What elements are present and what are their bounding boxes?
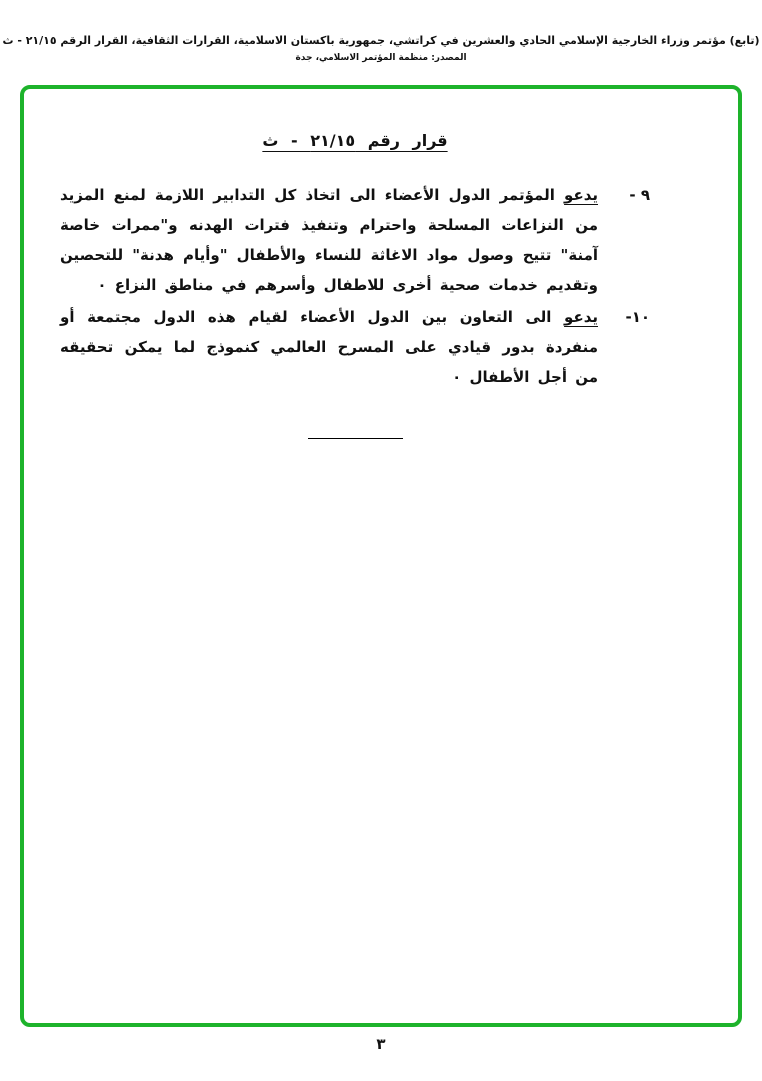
paragraph-text bbox=[60, 302, 598, 392]
paragraph-text bbox=[60, 180, 598, 300]
resolution-title: قرار رقم ٢١/١٥ - ث bbox=[262, 131, 448, 150]
paragraph-9 bbox=[60, 180, 650, 300]
paragraph-10 bbox=[60, 302, 650, 392]
header-title-line: (تابع) مؤتمر وزراء الخارجية الإسلامي الحادي والعشرين في كراتشي، جمهورية باكستان الاسلامية، القرارات الثقافية، القرار الرقم ٢١/١٥ - ث bbox=[2, 34, 760, 47]
paragraph-body-text: الى التعاون بين الدول الأعضاء لقيام هذه الدول مجتمعة أو منفردة بدور قيادي على المسرح العالمي كنموذج لما يمكن تحقيقه من أجل الأطفال ٠ bbox=[60, 308, 598, 386]
paragraph-lead-word: يدعو bbox=[564, 186, 598, 204]
section-divider bbox=[308, 438, 403, 439]
document-header bbox=[0, 0, 762, 63]
content-border-box bbox=[20, 85, 742, 1027]
paragraph-number: ٩ - bbox=[629, 186, 650, 204]
header-source-line: المصدر: منظمة المؤتمر الاسلامي، جدة bbox=[295, 53, 467, 63]
paragraph-lead-word: يدعو bbox=[564, 308, 598, 326]
paragraph-body-text: المؤتمر الدول الأعضاء الى اتخاذ كل التدابير اللازمة لمنع المزيد من النزاعات المسلحة واحترام وتنفيذ فترات الهدنه و"ممرات خاصة آمنة" تتيح وصول مواد الاغاثة للنساء والأطفال "وأيام هدنة" للتحصين وتقديم خدمات صحية أخرى للاطفال وأسرهم في مناطق النزاع ٠ bbox=[60, 186, 598, 294]
paragraph-number: ١٠- bbox=[625, 308, 650, 326]
page-number: ٣ bbox=[376, 1035, 386, 1053]
document-content bbox=[24, 89, 738, 439]
